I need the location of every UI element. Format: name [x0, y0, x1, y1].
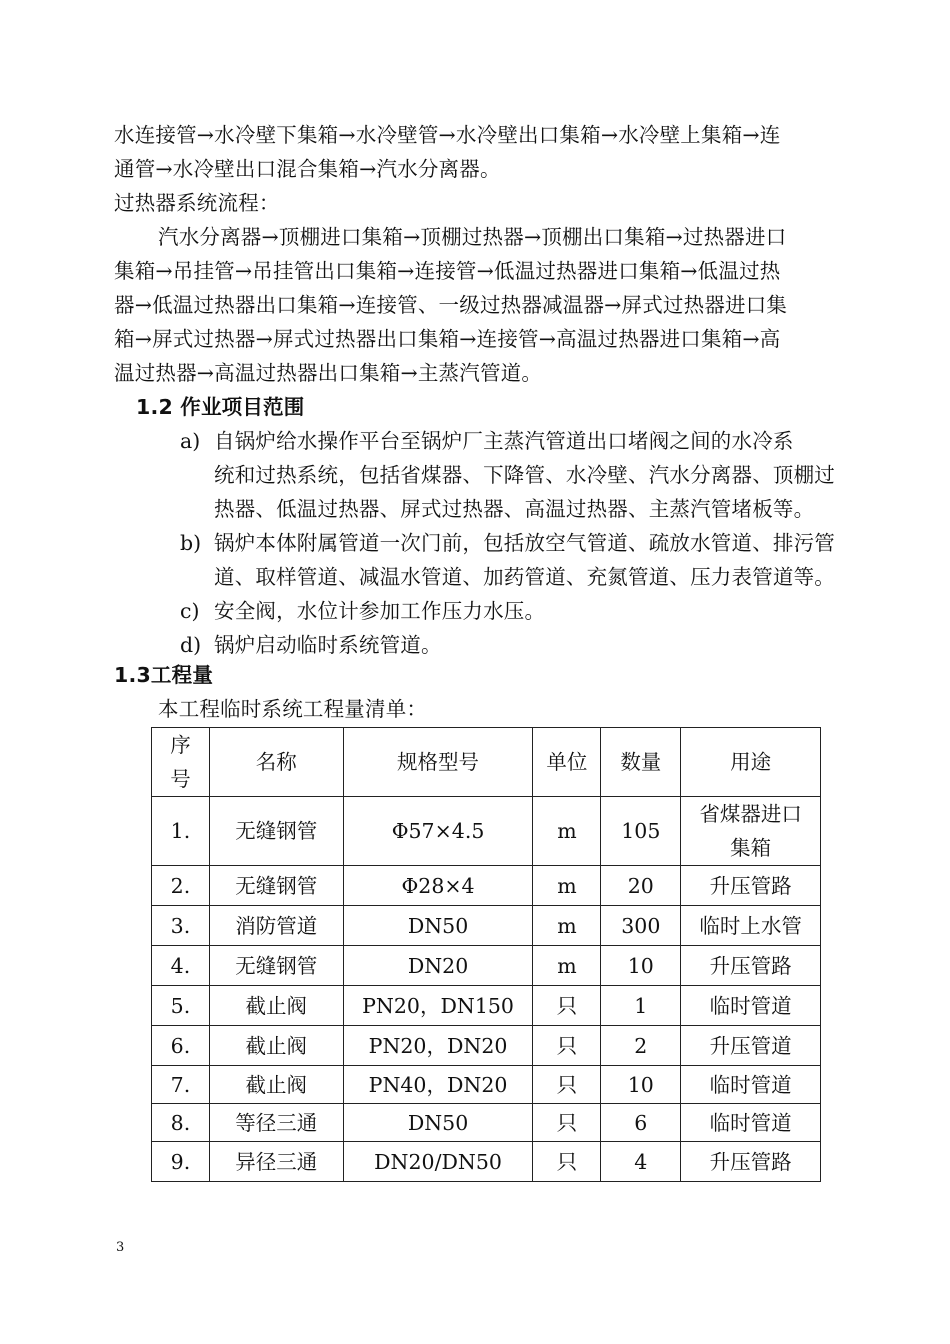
table-cell: DN50: [343, 1104, 533, 1142]
table-cell: 9.: [152, 1142, 210, 1182]
table-header-cell: 用途: [681, 728, 821, 797]
body-text-line: 水连接管→水冷壁下集箱→水冷壁管→水冷壁出口集箱→水冷壁上集箱→连: [114, 123, 781, 147]
table-header-row: [152, 728, 821, 797]
table-cell: 只: [533, 986, 601, 1026]
table-cell: 临时管道: [681, 1066, 821, 1104]
table-header-cell: 单位: [533, 728, 601, 797]
table-cell: PN40，DN20: [343, 1066, 533, 1104]
list-item-text: 热器、低温过热器、屏式过热器、高温过热器、主蒸汽管堵板等。: [214, 497, 815, 521]
table-cell: DN20: [343, 946, 533, 986]
table-row: [152, 1066, 821, 1104]
table-cell: PN20，DN150: [343, 986, 533, 1026]
table-cell: 省煤器进口 集箱: [681, 797, 821, 866]
table-cell: m: [533, 946, 601, 986]
table-cell: 截止阀: [209, 1066, 343, 1104]
table-cell: m: [533, 906, 601, 946]
table-cell: 1: [601, 986, 681, 1026]
table-cell: 2: [601, 1026, 681, 1066]
table-cell: DN20/DN50: [343, 1142, 533, 1182]
table-cell: 升压管路: [681, 1142, 821, 1182]
table-cell: 5.: [152, 986, 210, 1026]
list-item-marker: a): [180, 429, 201, 453]
table-cell: 只: [533, 1104, 601, 1142]
table-cell: Φ28×4: [343, 866, 533, 906]
table-intro: 本工程临时系统工程量清单：: [158, 697, 428, 721]
list-item-text: 锅炉本体附属管道一次门前，包括放空气管道、疏放水管道、排污管: [214, 531, 835, 555]
table-row: [152, 946, 821, 986]
subheading-superheater-flow: 过热器系统流程：: [114, 191, 280, 215]
table-cell: 300: [601, 906, 681, 946]
body-text-line: 汽水分离器→顶棚进口集箱→顶棚过热器→顶棚出口集箱→过热器进口: [158, 225, 787, 249]
table-cell: 6.: [152, 1026, 210, 1066]
table-cell: 临时上水管: [681, 906, 821, 946]
table-cell: DN50: [343, 906, 533, 946]
section-heading-quantities: 1.3工程量: [114, 663, 214, 687]
list-item-text: 道、取样管道、减温水管道、加药管道、充氮管道、压力表管道等。: [214, 565, 835, 589]
table-header-cell: 数量: [601, 728, 681, 797]
table-cell: 等径三通: [209, 1104, 343, 1142]
table-row: [152, 986, 821, 1026]
list-item-text: 统和过热系统，包括省煤器、下降管、水冷壁、汽水分离器、顶棚过: [214, 463, 835, 487]
table-cell: 只: [533, 1026, 601, 1066]
table-cell: 截止阀: [209, 986, 343, 1026]
body-text-line: 器→低温过热器出口集箱→连接管、一级过热器减温器→屏式过热器进口集: [114, 293, 788, 317]
quantities-table: [151, 727, 821, 1182]
list-item-text: 自锅炉给水操作平台至锅炉厂主蒸汽管道出口堵阀之间的水冷系: [214, 429, 794, 453]
section-heading-scope: 1.2 作业项目范围: [136, 395, 305, 419]
table-cell: 4.: [152, 946, 210, 986]
body-text-line: 温过热器→高温过热器出口集箱→主蒸汽管道。: [114, 361, 543, 385]
table-cell: 升压管路: [681, 946, 821, 986]
table-header-cell: 序 号: [152, 728, 210, 797]
table-row: [152, 1142, 821, 1182]
table-cell: 10: [601, 946, 681, 986]
table-cell: 无缝钢管: [209, 946, 343, 986]
table-cell: 临时管道: [681, 1104, 821, 1142]
table-header-cell: 规格型号: [343, 728, 533, 797]
table-cell: 105: [601, 797, 681, 866]
table-cell: 只: [533, 1066, 601, 1104]
table-cell: 截止阀: [209, 1026, 343, 1066]
body-text-line: 集箱→吊挂管→吊挂管出口集箱→连接管→低温过热器进口集箱→低温过热: [114, 259, 781, 283]
table-cell: 临时管道: [681, 986, 821, 1026]
list-item-marker: c): [180, 599, 200, 623]
table-cell: Φ57×4.5: [343, 797, 533, 866]
table-row: [152, 1104, 821, 1142]
table-cell: 异径三通: [209, 1142, 343, 1182]
table-cell: 升压管路: [681, 866, 821, 906]
table-row: [152, 906, 821, 946]
table-cell: 7.: [152, 1066, 210, 1104]
table-cell: m: [533, 866, 601, 906]
table-row: [152, 866, 821, 906]
table-cell: 10: [601, 1066, 681, 1104]
list-item-text: 安全阀，水位计参加工作压力水压。: [214, 599, 546, 623]
table-cell: m: [533, 797, 601, 866]
table-cell: 8.: [152, 1104, 210, 1142]
table-cell: 3.: [152, 906, 210, 946]
body-text-line: 箱→屏式过热器→屏式过热器出口集箱→连接管→高温过热器进口集箱→高: [114, 327, 781, 351]
page-number: 3: [116, 1240, 125, 1255]
table-row: [152, 797, 821, 866]
list-item-marker: b): [180, 531, 202, 555]
table-header-cell: 名称: [209, 728, 343, 797]
table-cell: 20: [601, 866, 681, 906]
table-cell: 消防管道: [209, 906, 343, 946]
table-cell: 只: [533, 1142, 601, 1182]
table-cell: 6: [601, 1104, 681, 1142]
list-item-text: 锅炉启动临时系统管道。: [214, 633, 442, 657]
body-text-line: 通管→水冷壁出口混合集箱→汽水分离器。: [114, 157, 501, 181]
table-cell: 1.: [152, 797, 210, 866]
list-item-marker: d): [180, 633, 202, 657]
table-row: [152, 1026, 821, 1066]
table-cell: PN20，DN20: [343, 1026, 533, 1066]
table-cell: 升压管道: [681, 1026, 821, 1066]
table-cell: 2.: [152, 866, 210, 906]
table-cell: 无缝钢管: [209, 866, 343, 906]
table-cell: 无缝钢管: [209, 797, 343, 866]
table-cell: 4: [601, 1142, 681, 1182]
